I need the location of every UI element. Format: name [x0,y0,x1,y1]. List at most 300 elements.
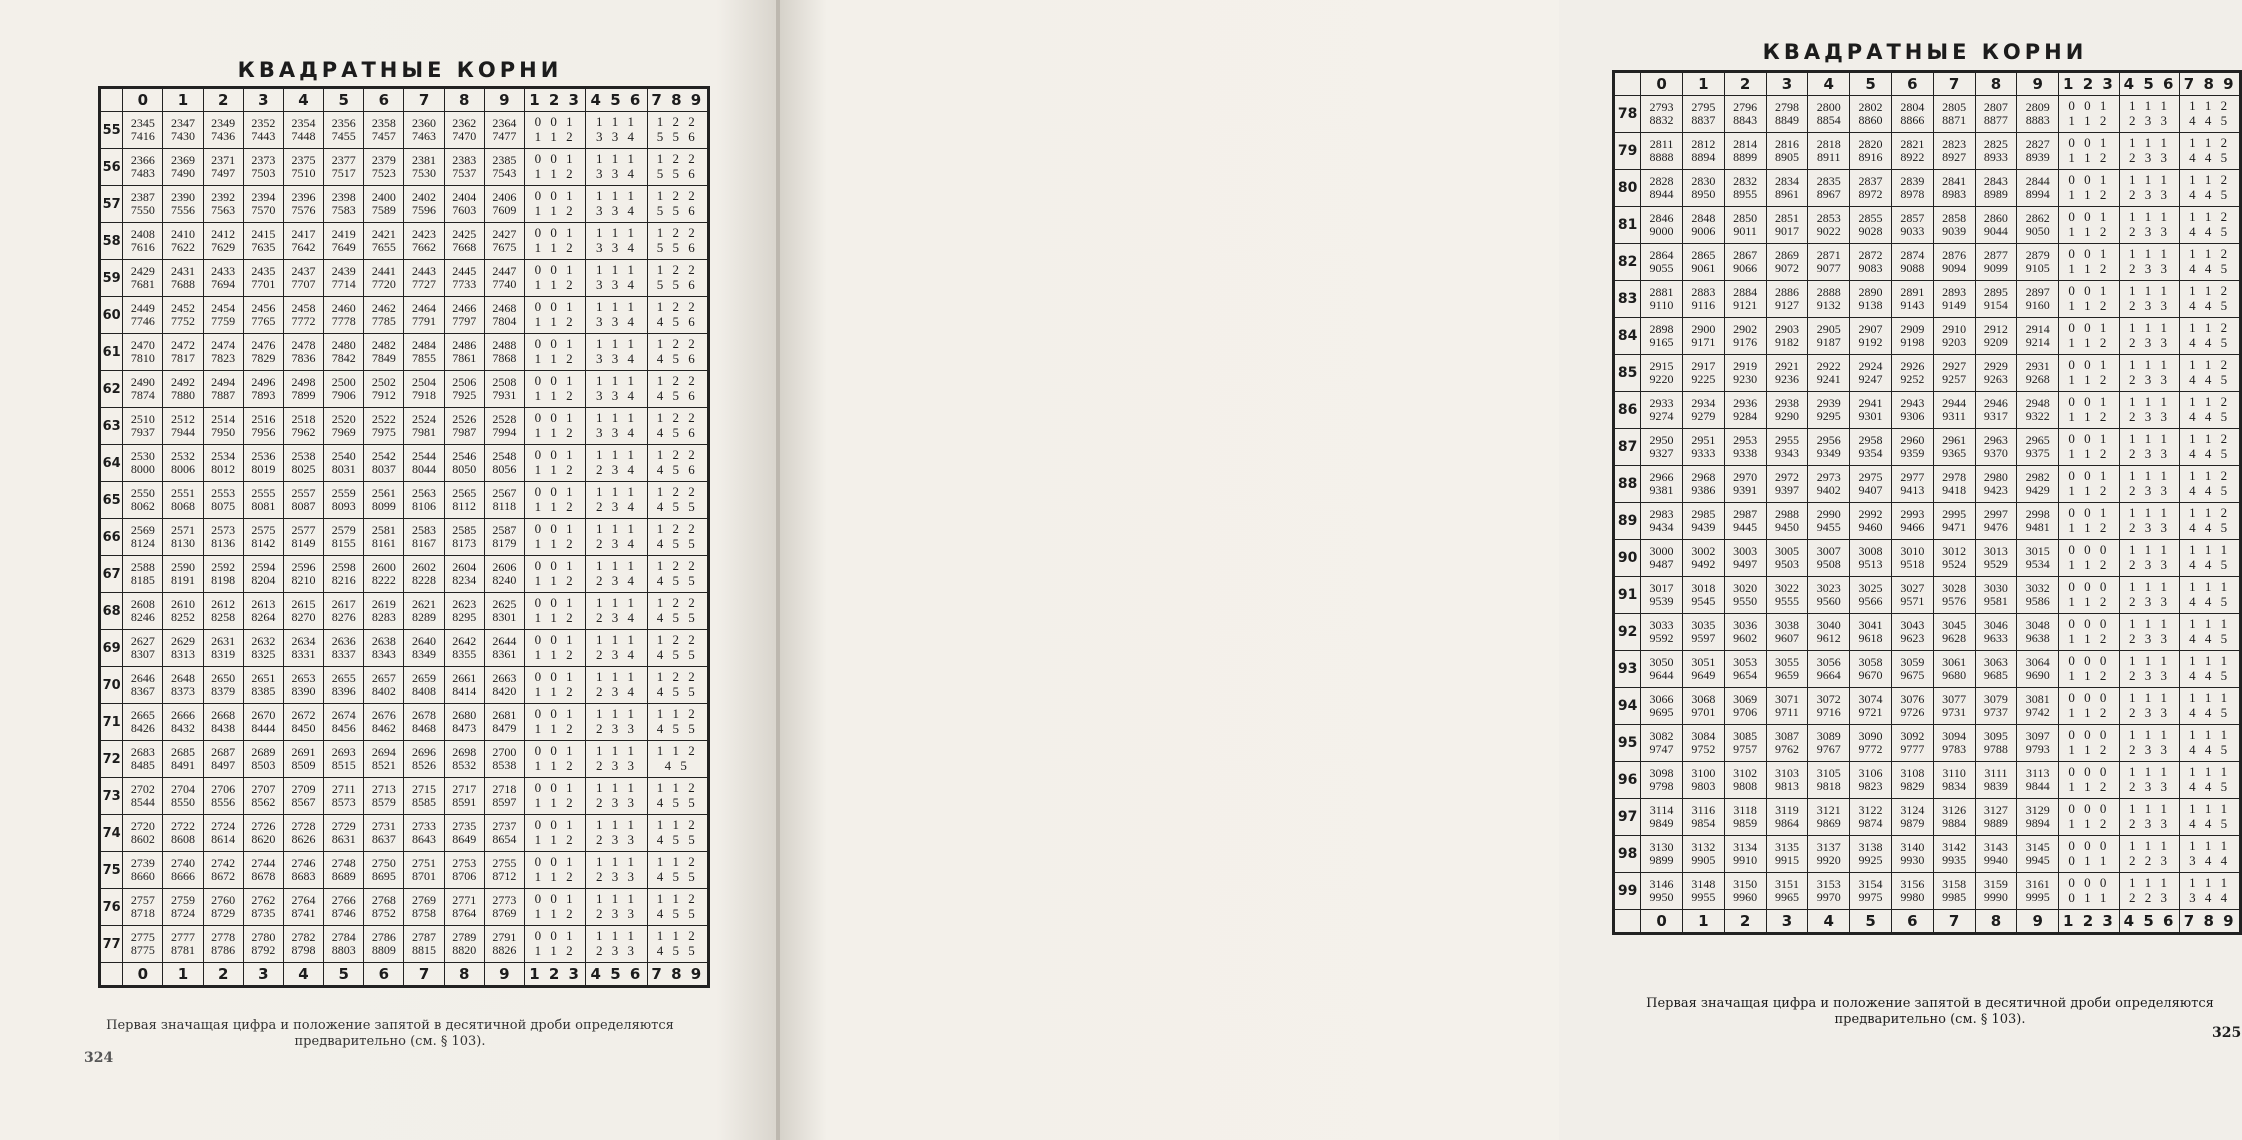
root-sqrt-10x: 9772 [1858,742,1883,756]
root-sqrt-x: 2588 [130,560,155,575]
row-number: 74 [100,815,123,852]
difference-line-2: 1 1 2 [2068,483,2110,498]
root-sqrt-10x: 9375 [2025,446,2050,460]
root-sqrt-10x: 9803 [1691,779,1716,793]
root-sqrt-x: 2553 [211,486,236,501]
root-sqrt-x: 2912 [1983,322,2008,337]
root-sqrt-x: 2841 [1942,174,1967,189]
root-sqrt-x: 2834 [1774,174,1799,189]
difference-line-2: 4 5 5 [656,684,698,699]
root-sqrt-x: 2687 [211,745,236,760]
difference-line-2: 4 4 5 [2189,298,2231,313]
root-value-cell [1766,133,1808,170]
root-value-cell [163,260,203,297]
table-row [1614,614,2241,651]
difference-line-2: 4 5 5 [656,832,698,847]
root-sqrt-x: 3095 [1983,729,2008,744]
root-value-cell [1850,836,1892,873]
root-sqrt-10x: 8118 [492,499,517,513]
root-sqrt-x: 2542 [371,449,396,464]
root-value-cell [123,334,163,371]
root-sqrt-10x: 8786 [211,943,236,957]
root-sqrt-x: 2851 [1774,211,1799,226]
root-sqrt-x: 3100 [1691,766,1716,781]
difference-line-2: 1 1 2 [534,166,576,181]
difference-line-1: 0 0 0 [2068,764,2110,780]
root-value-cell [2017,762,2059,799]
root-sqrt-10x: 8025 [291,462,316,476]
root-sqrt-10x: 9492 [1691,557,1716,571]
difference-line-2: 4 4 5 [2189,483,2231,498]
root-sqrt-10x: 8313 [171,647,195,661]
difference-cell [2059,725,2120,762]
root-sqrt-10x: 7950 [211,425,236,439]
root-sqrt-10x: 7556 [171,203,195,217]
root-value-cell [444,741,484,778]
root-sqrt-10x: 9849 [1649,816,1674,830]
difference-line-2: 1 1 2 [2068,113,2110,128]
root-sqrt-x: 2789 [452,930,477,945]
root-sqrt-x: 2358 [371,116,396,131]
root-sqrt-10x: 9545 [1691,594,1716,608]
root-value-cell [1682,762,1724,799]
root-sqrt-10x: 9017 [1774,224,1799,238]
root-sqrt-10x: 8462 [371,721,396,735]
root-value-cell [1724,96,1766,133]
root-sqrt-10x: 7490 [171,166,195,180]
difference-line-2: 1 1 2 [2068,742,2110,757]
root-sqrt-10x: 9607 [1774,631,1799,645]
root-sqrt-x: 2982 [2025,470,2050,485]
root-value-cell [1933,429,1975,466]
difference-line-1: 0 0 0 [2068,727,2110,743]
root-value-cell [364,556,404,593]
root-sqrt-10x: 9503 [1774,557,1799,571]
root-value-cell [1766,170,1808,207]
root-sqrt-x: 2606 [492,560,517,575]
root-sqrt-x: 2621 [412,597,437,612]
root-sqrt-x: 2782 [291,930,316,945]
root-value-cell [243,889,283,926]
root-sqrt-10x: 8955 [1733,187,1758,201]
root-sqrt-x: 2955 [1774,433,1799,448]
difference-line-1: 0 0 1 [2068,209,2110,225]
root-sqrt-10x: 9247 [1858,372,1883,386]
root-sqrt-x: 3000 [1649,544,1674,559]
root-sqrt-x: 3051 [1691,655,1716,670]
root-sqrt-x: 2764 [291,893,316,908]
difference-cell [2119,688,2180,725]
root-value-cell [243,630,283,667]
root-sqrt-10x: 8967 [1816,187,1841,201]
root-value-cell [1682,318,1724,355]
root-sqrt-10x: 7563 [211,203,236,217]
root-value-cell [1850,762,1892,799]
difference-line-2: 3 3 4 [595,351,637,366]
difference-cell [2180,170,2241,207]
root-sqrt-10x: 9028 [1858,224,1883,238]
table-row [1614,799,2241,836]
column-header: 3 [243,963,283,987]
root-sqrt-x: 2757 [130,893,155,908]
root-value-cell [243,667,283,704]
table-row [100,815,709,852]
root-sqrt-10x: 9338 [1733,446,1758,460]
root-sqrt-x: 2364 [492,116,517,131]
root-sqrt-10x: 8752 [371,906,396,920]
root-sqrt-x: 2665 [130,708,155,723]
row-number: 58 [100,223,123,260]
root-sqrt-10x: 9061 [1691,261,1716,275]
root-value-cell [1808,318,1850,355]
root-value-cell [1975,318,2017,355]
root-sqrt-10x: 9110 [1649,298,1674,312]
root-value-cell [1682,466,1724,503]
root-sqrt-x: 2907 [1858,322,1883,337]
root-sqrt-10x: 8832 [1649,113,1674,127]
root-sqrt-x: 2354 [291,116,316,131]
difference-cell [2119,392,2180,429]
root-sqrt-10x: 8933 [1983,150,2008,164]
root-value-cell [1850,429,1892,466]
root-sqrt-x: 3055 [1774,655,1799,670]
difference-line-1: 1 1 1 [2129,98,2171,114]
root-sqrt-x: 2905 [1816,322,1841,337]
root-sqrt-x: 2869 [1774,248,1799,263]
root-sqrt-x: 2977 [1900,470,1925,485]
root-sqrt-10x: 8149 [291,536,316,550]
root-value-cell [283,260,323,297]
difference-cell [2180,207,2241,244]
root-sqrt-10x: 8068 [171,499,195,513]
column-header: 2 [203,88,243,112]
root-sqrt-x: 2608 [130,597,155,612]
root-value-cell [1808,392,1850,429]
root-sqrt-x: 2903 [1774,322,1799,337]
root-sqrt-x: 2893 [1942,285,1967,300]
difference-cell [2119,96,2180,133]
difference-line-1: 1 1 1 [2129,468,2171,484]
difference-line-2: 2 2 3 [2129,853,2171,868]
root-value-cell [1724,836,1766,873]
root-sqrt-10x: 8701 [412,869,437,883]
root-value-cell [364,593,404,630]
difference-line-1: 1 1 1 [2189,838,2231,854]
root-value-cell [404,815,444,852]
root-sqrt-x: 2978 [1942,470,1967,485]
root-value-cell [1975,96,2017,133]
difference-line-2: 2 3 3 [2129,113,2171,128]
difference-line-2: 1 1 2 [534,869,576,884]
root-value-cell [404,593,444,630]
table-row [100,371,709,408]
root-sqrt-10x: 9055 [1649,261,1674,275]
root-value-cell [484,815,524,852]
root-sqrt-10x: 7765 [251,314,276,328]
root-value-cell [1724,725,1766,762]
difference-cell [2059,466,2120,503]
difference-line-1: 1 1 1 [2189,801,2231,817]
root-value-cell [1850,318,1892,355]
root-sqrt-x: 3084 [1691,729,1716,744]
root-value-cell [1975,429,2017,466]
difference-line-1: 0 0 1 [534,928,576,944]
difference-cell [586,889,647,926]
root-sqrt-10x: 8276 [331,610,356,624]
root-sqrt-10x: 8972 [1858,187,1883,201]
root-sqrt-10x: 9149 [1942,298,1967,312]
root-value-cell [1891,355,1933,392]
root-sqrt-x: 2500 [331,375,356,390]
root-sqrt-x: 2441 [371,264,396,279]
difference-line-1: 1 1 1 [2129,764,2171,780]
root-value-cell [444,778,484,815]
row-number: 67 [100,556,123,593]
difference-line-2: 4 5 5 [656,795,698,810]
row-number: 78 [1614,96,1641,133]
root-sqrt-x: 2657 [371,671,396,686]
root-sqrt-x: 3045 [1942,618,1967,633]
root-sqrt-10x: 7720 [371,277,396,291]
difference-cell [2059,207,2120,244]
root-sqrt-x: 2914 [2025,322,2050,337]
row-number: 68 [100,593,123,630]
root-value-cell [1891,799,1933,836]
difference-line-1: 1 1 1 [2189,579,2231,595]
root-sqrt-x: 3043 [1900,618,1925,633]
difference-line-2: 1 1 2 [2068,224,2110,239]
root-value-cell [1766,503,1808,540]
difference-line-1: 1 1 2 [2189,283,2231,299]
difference-line-2: 1 1 2 [534,721,576,736]
root-sqrt-10x: 7925 [452,388,477,402]
root-sqrt-10x: 9970 [1816,890,1841,904]
root-sqrt-x: 2402 [412,190,437,205]
root-value-cell [484,186,524,223]
root-sqrt-x: 3072 [1816,692,1841,707]
difference-line-2: 4 4 5 [2189,631,2231,646]
difference-line-2: 4 5 5 [656,869,698,884]
root-sqrt-x: 2627 [130,634,155,649]
root-sqrt-x: 2811 [1649,137,1674,152]
root-value-cell [283,149,323,186]
root-sqrt-x: 2421 [371,227,396,242]
root-sqrt-x: 2375 [291,153,316,168]
root-sqrt-10x: 8264 [251,610,276,624]
root-value-cell [203,334,243,371]
root-sqrt-x: 2592 [211,560,236,575]
root-value-cell [203,926,243,963]
root-value-cell [1808,836,1850,873]
root-sqrt-10x: 9623 [1900,631,1925,645]
root-sqrt-10x: 9466 [1900,520,1925,534]
difference-line-1: 1 1 2 [2189,431,2231,447]
root-sqrt-x: 3023 [1816,581,1841,596]
root-sqrt-10x: 9571 [1900,594,1925,608]
column-header: 4 5 6 [586,88,647,112]
root-sqrt-10x: 9742 [2025,705,2050,719]
root-sqrt-10x: 8989 [1983,187,2008,201]
root-value-cell [203,852,243,889]
root-sqrt-x: 2791 [492,930,517,945]
root-sqrt-x: 2492 [171,375,195,390]
row-number: 75 [100,852,123,889]
column-header: 7 [1933,72,1975,96]
row-number: 65 [100,482,123,519]
root-value-cell [364,667,404,704]
root-value-cell [1724,355,1766,392]
difference-cell [586,186,647,223]
root-value-cell [283,741,323,778]
root-value-cell [2017,96,2059,133]
root-value-cell [1724,429,1766,466]
difference-line-1: 1 1 2 [2189,209,2231,225]
root-sqrt-x: 2953 [1733,433,1758,448]
root-value-cell [1682,836,1724,873]
root-sqrt-10x: 9359 [1900,446,1925,460]
root-value-cell [324,445,364,482]
difference-line-2: 4 4 5 [2189,742,2231,757]
root-sqrt-x: 2938 [1774,396,1799,411]
difference-line-1: 1 1 2 [2189,505,2231,521]
difference-line-1: 0 0 1 [534,558,576,574]
root-sqrt-x: 3134 [1733,840,1758,855]
root-sqrt-10x: 9033 [1900,224,1925,238]
column-header: 1 2 3 [524,963,585,987]
difference-line-2: 2 3 4 [595,610,637,625]
root-value-cell [243,593,283,630]
root-sqrt-10x: 9884 [1942,816,1967,830]
difference-line-1: 1 1 1 [2189,727,2231,743]
root-sqrt-x: 2524 [412,412,437,427]
root-sqrt-x: 2768 [371,893,396,908]
root-value-cell [444,223,484,260]
difference-cell [524,408,585,445]
root-value-cell [1850,96,1892,133]
column-header: 3 [243,88,283,112]
difference-line-1: 0 0 1 [2068,468,2110,484]
root-sqrt-x: 2522 [371,412,396,427]
root-sqrt-x: 2733 [412,819,437,834]
root-sqrt-10x: 9370 [1983,446,2008,460]
root-value-cell [1808,540,1850,577]
root-value-cell [364,297,404,334]
root-sqrt-x: 2394 [251,190,276,205]
root-value-cell [283,815,323,852]
root-sqrt-x: 3035 [1691,618,1716,633]
root-sqrt-x: 3126 [1942,803,1967,818]
root-sqrt-10x: 7849 [371,351,396,365]
root-value-cell [123,815,163,852]
root-sqrt-x: 2615 [291,597,316,612]
root-sqrt-10x: 7477 [492,129,517,143]
difference-line-2: 3 3 4 [595,314,637,329]
root-sqrt-10x: 9915 [1774,853,1799,867]
root-sqrt-10x: 8361 [492,647,517,661]
root-sqrt-10x: 7550 [130,203,155,217]
difference-cell [647,371,708,408]
root-sqrt-x: 2468 [492,301,517,316]
root-sqrt-10x: 9910 [1733,853,1758,867]
root-sqrt-x: 2659 [412,671,437,686]
root-sqrt-x: 3092 [1900,729,1925,744]
root-sqrt-10x: 9214 [2025,335,2050,349]
difference-line-1: 0 0 1 [2068,505,2110,521]
root-value-cell [404,445,444,482]
root-value-cell [1641,836,1683,873]
root-value-cell [1682,207,1724,244]
root-sqrt-10x: 9354 [1858,446,1883,460]
difference-line-1: 1 1 1 [595,151,637,167]
root-value-cell [444,556,484,593]
column-header: 1 2 3 [2059,910,2120,934]
root-sqrt-x: 2748 [331,856,356,871]
difference-line-2: 1 1 2 [534,795,576,810]
difference-cell [524,334,585,371]
root-value-cell [1850,577,1892,614]
table-row [100,149,709,186]
difference-line-2: 4 4 5 [2189,705,2231,720]
root-value-cell [1850,688,1892,725]
root-sqrt-x: 2946 [1983,396,2008,411]
difference-cell [2180,466,2241,503]
root-value-cell [1933,96,1975,133]
root-sqrt-x: 2550 [130,486,155,501]
column-header: 0 [1641,910,1683,934]
difference-line-1: 1 2 2 [656,632,698,648]
root-value-cell [1766,466,1808,503]
root-value-cell [283,630,323,667]
difference-cell [586,667,647,704]
difference-cell [2059,799,2120,836]
root-value-cell [1891,540,1933,577]
difference-cell [2180,244,2241,281]
root-sqrt-x: 2512 [171,412,195,427]
root-value-cell [484,704,524,741]
difference-line-2: 4 5 6 [656,425,698,440]
root-sqrt-10x: 8871 [1942,113,1967,127]
root-sqrt-x: 2559 [331,486,356,501]
root-sqrt-x: 2663 [492,671,517,686]
root-value-cell [1766,540,1808,577]
root-value-cell [1724,133,1766,170]
root-sqrt-x: 2514 [211,412,236,427]
root-sqrt-10x: 8112 [452,499,476,513]
root-sqrt-x: 2950 [1649,433,1674,448]
difference-line-1: 1 2 2 [656,669,698,685]
root-value-cell [1891,392,1933,429]
root-sqrt-x: 2827 [2025,137,2050,152]
root-sqrt-x: 3159 [1983,877,2008,892]
difference-line-2: 2 3 4 [595,536,637,551]
difference-line-2: 2 3 3 [2129,483,2171,498]
table-row [100,889,709,926]
root-sqrt-10x: 8062 [130,499,155,513]
root-sqrt-10x: 9576 [1942,594,1967,608]
root-sqrt-x: 2540 [331,449,356,464]
root-sqrt-10x: 9000 [1649,224,1674,238]
difference-line-1: 1 1 1 [2129,357,2171,373]
root-sqrt-10x: 7596 [412,203,437,217]
root-sqrt-x: 2613 [251,597,276,612]
difference-line-2: 4 5 5 [656,499,698,514]
root-sqrt-x: 3005 [1774,544,1799,559]
root-sqrt-x: 2751 [412,856,437,871]
root-sqrt-10x: 7887 [211,388,236,402]
root-sqrt-10x: 9747 [1649,742,1674,756]
root-value-cell [484,334,524,371]
root-value-cell [1641,503,1683,540]
